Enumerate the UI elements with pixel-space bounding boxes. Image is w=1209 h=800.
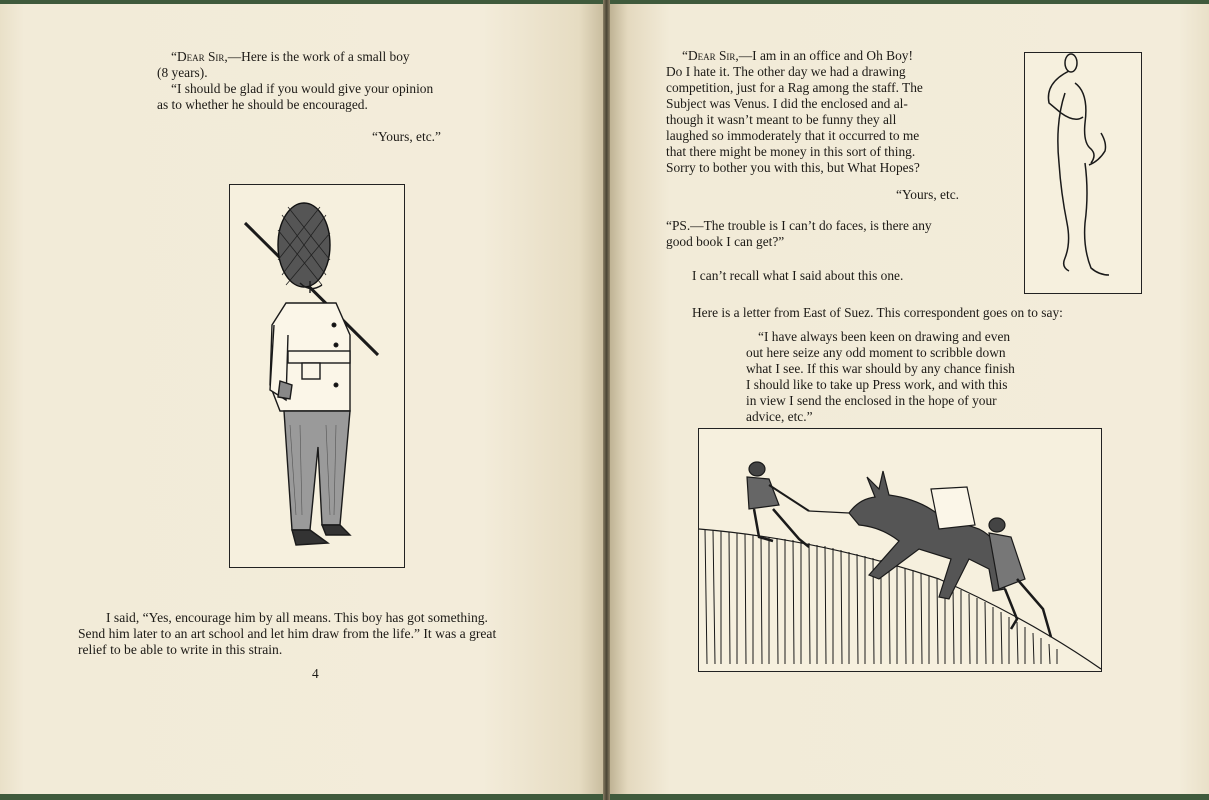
right-letter-line1: —I am in an office and Oh Boy! (738, 48, 913, 63)
venus-illustration (1024, 52, 1142, 294)
suez-quote: “I have always been keen on drawing and even out here seize any odd moment to scribble down what I see. If this war should by any chance finish I should like to take up Press work, and with this in view I send the enclosed in the hope of your advice, etc.” (746, 329, 1015, 424)
right-salutation: “Dear Sir, (682, 48, 739, 63)
left-letter-age: (8 years). (157, 65, 208, 80)
left-signoff: “Yours, etc.” (372, 129, 441, 144)
book-gutter (603, 0, 610, 800)
right-page (610, 4, 1209, 794)
guardsman-illustration (229, 184, 405, 568)
left-page (0, 4, 603, 794)
left-letter-opening (171, 49, 410, 65)
postscript: “PS.—The trouble is I can’t do faces, is there any good book I can get?” (666, 218, 932, 249)
right-signoff: “Yours, etc. (896, 187, 959, 202)
page-number: 4 (312, 666, 319, 681)
left-reply: I said, “Yes, encourage him by all means. This boy has got something. Send him later to an art school and let him draw from the life.” It was a great relief to be able to write in this strain. (78, 610, 497, 657)
guardsman-drawing (230, 185, 404, 567)
venus-drawing (1025, 53, 1141, 293)
mule-illustration (698, 428, 1102, 672)
right-letter-body: Do I hate it. The other day we had a drawing competition, just for a Rag among the staff. The Subject was Venus. I did the enclosed and al- though it wasn’t meant to be funny they all laughed so immoderately that it occurred to me that there might be money in this sort of thing. Sorry to bother you with this, but What Hopes? (666, 64, 923, 175)
suez-intro: Here is a letter from East of Suez. This correspondent goes on to say: (692, 305, 1063, 320)
recall-line: I can’t recall what I said about this one. (692, 268, 904, 283)
mule-drawing (699, 429, 1101, 671)
left-letter-line1: —Here is the work of a small boy (227, 49, 410, 64)
right-letter-opening (682, 48, 913, 64)
left-letter-body: “I should be glad if you would give your opinion as to whether he should be encouraged. (157, 81, 434, 112)
left-salutation: “Dear Sir, (171, 49, 228, 64)
